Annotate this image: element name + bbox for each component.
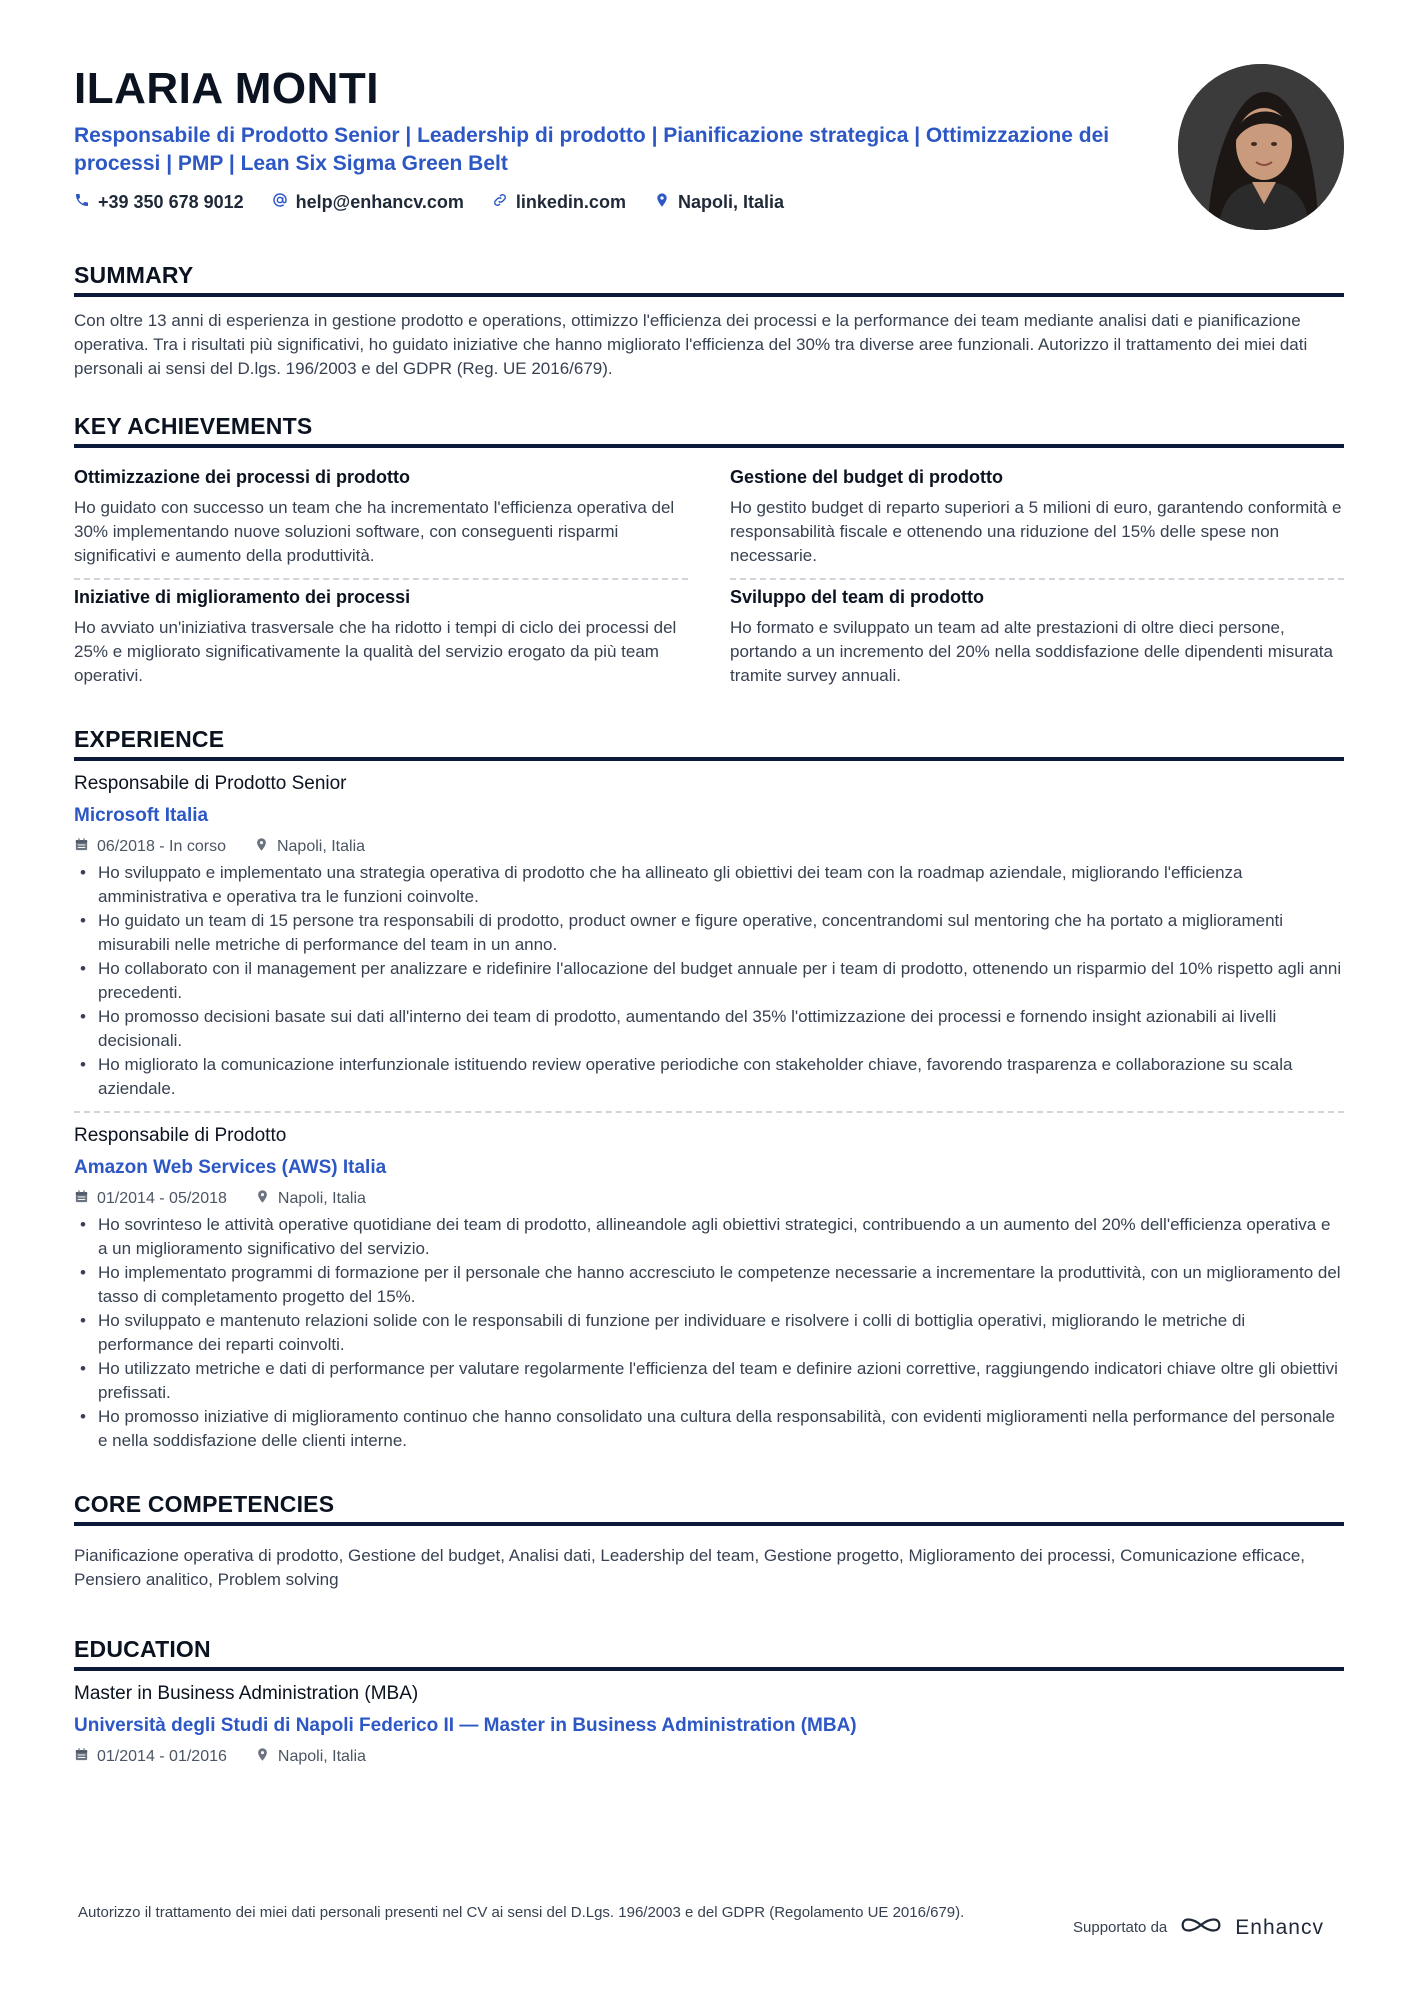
competencies-section (74, 1491, 1344, 1592)
linkedin-text: linkedin.com (515, 192, 626, 212)
achievement-desc: Ho gestito budget di reparto superiori a 5 milioni di euro, garantendo conformità e responsabilità fiscale e ottenendo una riduzione del 15% delle spese non necessarie. (730, 498, 1342, 565)
calendar-icon (74, 1189, 89, 1209)
list-item: • Ho promosso decisioni basate sui dati all'interno dei team di prodotto, aumentando del 35% l'ottimizzazione dei processi e fornendo insight azionabili ai livelli decisionali. (98, 1005, 1344, 1053)
education-dates (74, 1747, 227, 1767)
contact-location (654, 192, 784, 213)
at-icon (272, 192, 288, 213)
achievement-item (74, 460, 688, 580)
job-dates (74, 837, 226, 857)
summary-text: Con oltre 13 anni di esperienza in gestione prodotto e operations, ottimizzo l'efficienza dei processi e la performance dei team mediante analisi dati e pianificazione operativa. Tra i risultati più significativi, ho guidato iniziative che hanno migliorato l'efficienza del 30% tra diverse aree funzionali. Autorizzo il trattamento dei miei dati personali ai sensi del D.lgs. 196/2003 e del GDPR (Reg. UE 2016/679). (74, 311, 1308, 378)
achievement-desc: Ho formato e sviluppato un team ad alte prestazioni di oltre dieci persone, portando a un incremento del 20% nella soddisfazione delle dipendenti misurata tramite survey annuali. (730, 618, 1333, 685)
list-item: • Ho promosso iniziative di miglioramento continuo che hanno consolidato una cultura della responsabilità, con evidenti miglioramenti nella performance del personale e nella soddisfazione delle clienti interne. (98, 1405, 1344, 1453)
list-item: • Ho implementato programmi di formazione per il personale che hanno accresciuto le competenze necessarie a incrementare la produttività, con un miglioramento del tasso di completamento progetto del 15%. (98, 1261, 1344, 1309)
enhancv-logo-icon (1179, 1914, 1223, 1941)
achievement-item (74, 580, 688, 698)
profile-photo (1178, 64, 1344, 230)
contact-linkedin[interactable] (492, 192, 626, 213)
job-entry (74, 771, 1344, 1113)
education-dates-text: 01/2014 - 01/2016 (97, 1748, 227, 1765)
achievement-title: Iniziative di miglioramento dei processi (74, 587, 411, 607)
job-bullets (74, 861, 1344, 1101)
job-meta (74, 1189, 1344, 1209)
education-heading: EDUCATION (74, 1636, 1344, 1671)
education-school[interactable]: Università degli Studi di Napoli Federico II — Master in Business Administration (MBA) (74, 1715, 857, 1736)
achievement-title: Gestione del budget di prodotto (730, 467, 1003, 487)
education-meta (74, 1747, 1344, 1767)
page-footer (78, 1902, 1348, 1941)
location-pin-icon (255, 1747, 270, 1767)
resume-header (74, 62, 1344, 242)
achievements-grid (74, 460, 1344, 698)
contact-list (74, 192, 1344, 213)
powered-by[interactable] (1073, 1914, 1324, 1941)
job-location (255, 1189, 366, 1209)
list-item: • Ho sovrinteso le attività operative quotidiane dei team di prodotto, allineandole agli obiettivi strategici, contribuendo a un aumento del 20% dell'efficienza operativa e a un miglioramento significativo del servizio. (98, 1213, 1344, 1261)
achievement-desc: Ho guidato con successo un team che ha incrementato l'efficienza operativa del 30% implementando nuove soluzioni software, con conseguenti risparmi significativi e aumento della produttività. (74, 498, 675, 565)
list-item: • Ho sviluppato e implementato una strategia operativa di prodotto che ha allineato gli obiettivi dei team con la roadmap aziendale, migliorando l'efficienza amministrativa e operativa tra le funzioni coinvolte. (98, 861, 1344, 909)
job-meta (74, 837, 1344, 857)
job-company[interactable]: Microsoft Italia (74, 805, 209, 826)
candidate-name: ILARIA MONTI (74, 64, 379, 113)
contact-email[interactable] (272, 192, 464, 213)
resume-page (74, 62, 1344, 1767)
list-item: • Ho collaborato con il management per analizzare e ridefinire l'allocazione del budget annuale per i team di prodotto, ottenendo un risparmio del 10% rispetto agli anni precedenti. (98, 957, 1344, 1005)
job-entry (74, 1123, 1344, 1453)
list-item: • Ho guidato un team di 15 persone tra responsabili di prodotto, product owner e figure operative, concentrandomi sul mentoring che ha portato a miglioramenti misurabili nelle metriche di performance del team in un anno. (98, 909, 1344, 957)
education-section (74, 1636, 1344, 1767)
experience-section (74, 726, 1344, 1453)
privacy-note: Autorizzo il trattamento dei miei dati personali presenti nel CV ai sensi del D.Lgs. 196/2003 e del GDPR (Regolamento UE 2016/679). (78, 1904, 965, 1921)
job-dates-text: 01/2014 - 05/2018 (97, 1190, 227, 1207)
job-location-text: Napoli, Italia (277, 1190, 366, 1207)
education-location-text: Napoli, Italia (277, 1748, 366, 1765)
list-item: • Ho utilizzato metriche e dati di performance per valutare regolarmente l'efficienza del team e definire azioni correttive, raggiungendo indicatori chiave oltre gli obiettivi prefissati. (98, 1357, 1344, 1405)
location-text: Napoli, Italia (677, 192, 784, 212)
education-entry (74, 1681, 1344, 1767)
job-location (254, 837, 365, 857)
competencies-text: Pianificazione operativa di prodotto, Gestione del budget, Analisi dati, Leadership del team, Gestione progetto, Miglioramento dei processi, Comunicazione efficace, Pensiero analitico, Problem solving (74, 1546, 1306, 1589)
summary-heading: SUMMARY (74, 262, 1344, 297)
achievement-item (730, 460, 1344, 580)
achievement-desc: Ho avviato un'iniziativa trasversale che ha ridotto i tempi di ciclo dei processi del 25% e migliorato significativamente la qualità del servizio erogato da più team operativi. (74, 618, 677, 685)
list-item: • Ho migliorato la comunicazione interfunzionale istituendo review operative periodiche con stakeholder chiave, favorendo trasparenza e collaborazione su scala aziendale. (98, 1053, 1344, 1101)
job-role: Responsabile di Prodotto Senior (74, 773, 347, 794)
contact-phone[interactable] (74, 192, 244, 213)
job-divider (74, 1111, 1344, 1113)
achievement-item (730, 580, 1344, 698)
location-pin-icon (654, 192, 670, 213)
achievement-title: Ottimizzazione dei processi di prodotto (74, 467, 411, 487)
job-bullets (74, 1213, 1344, 1453)
education-location (255, 1747, 366, 1767)
competencies-heading: CORE COMPETENCIES (74, 1491, 1344, 1526)
job-dates-text: 06/2018 - In corso (97, 838, 226, 855)
headline: Responsabile di Prodotto Senior | Leadership di prodotto | Pianificazione strategica | Ottimizzazione dei processi | PMP | Lean Six Sigma Green Belt (74, 124, 1110, 175)
job-company[interactable]: Amazon Web Services (AWS) Italia (74, 1157, 387, 1178)
link-icon (492, 192, 508, 213)
phone-icon (74, 192, 90, 213)
brand-name: Enhancv (1235, 1915, 1324, 1939)
job-location-text: Napoli, Italia (276, 838, 366, 855)
summary-section (74, 262, 1344, 381)
education-degree: Master in Business Administration (MBA) (74, 1683, 419, 1704)
location-pin-icon (254, 837, 269, 857)
job-dates (74, 1189, 227, 1209)
list-item: • Ho sviluppato e mantenuto relazioni solide con le responsabili di funzione per individuare e risolvere i colli di bottiglia operativi, migliorando le metriche di performance dei reparti coinvolti. (98, 1309, 1344, 1357)
powered-by-label: Supportato da (1073, 1919, 1168, 1936)
phone-text: +39 350 678 9012 (98, 192, 244, 212)
achievement-title: Sviluppo del team di prodotto (730, 587, 984, 607)
email-text: help@enhancv.com (295, 192, 464, 212)
job-role: Responsabile di Prodotto (74, 1125, 287, 1146)
calendar-icon (74, 837, 89, 857)
achievements-section (74, 413, 1344, 698)
location-pin-icon (255, 1189, 270, 1209)
calendar-icon (74, 1747, 89, 1767)
achievements-heading: KEY ACHIEVEMENTS (74, 413, 1344, 448)
experience-heading: EXPERIENCE (74, 726, 1344, 761)
